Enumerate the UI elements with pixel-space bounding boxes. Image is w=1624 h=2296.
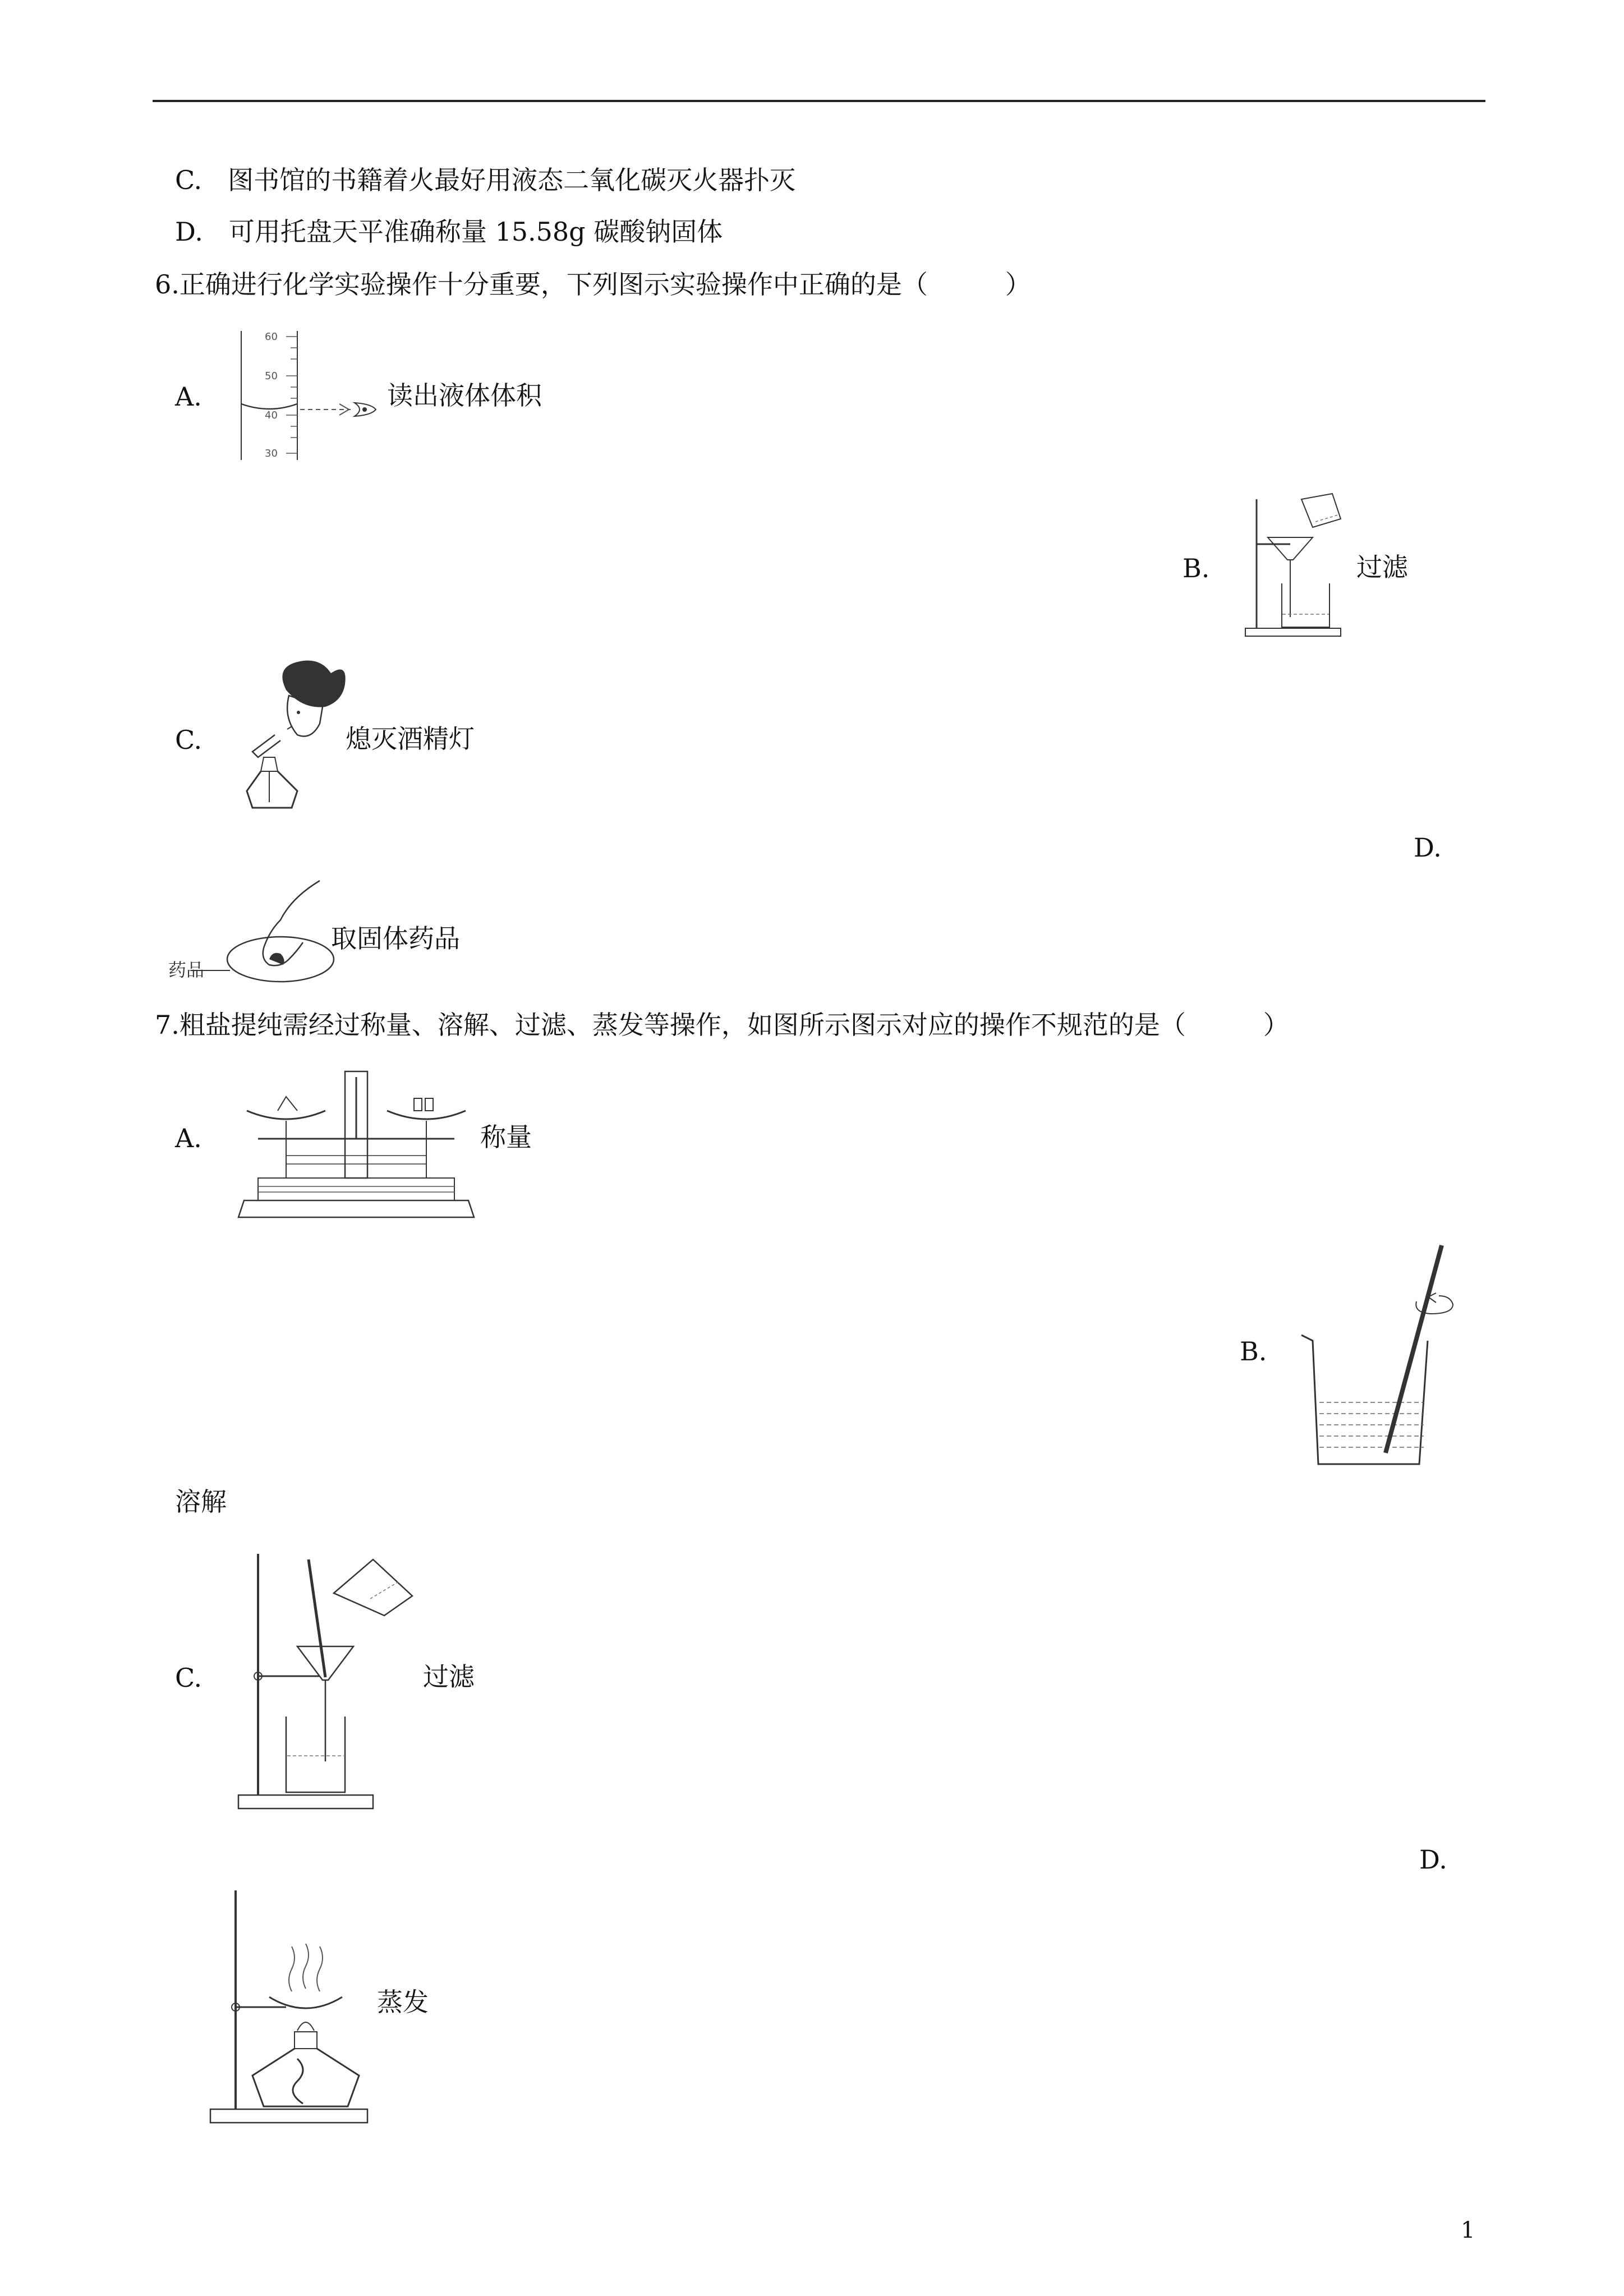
q6-d-label: 取固体药品: [331, 923, 460, 954]
q6-c-letter: C.: [175, 725, 203, 755]
filtration-apparatus-figure: [236, 1548, 421, 1818]
q5-option-d: D. 可用托盘天平准确称量 15.58g 碳酸钠固体: [175, 217, 723, 247]
q5-option-c: C. 图书馆的书籍着火最好用液态二氧化碳灭火器扑灭: [175, 165, 796, 195]
q7-d-label: 蒸发: [377, 1987, 429, 2017]
filtration-apparatus-small: [1234, 488, 1369, 645]
q6-stem: 6.正确进行化学实验操作十分重要，下列图示实验操作中正确的是（ ）: [155, 269, 1031, 300]
q7-b-label: 溶解: [175, 1487, 227, 1517]
q6-c-label: 熄灭酒精灯: [346, 724, 475, 754]
tick-label-40: 40: [265, 409, 278, 421]
q7-a-label: 称量: [480, 1122, 532, 1152]
graduated-cylinder-figure: [224, 325, 393, 466]
tick-label-30: 30: [265, 448, 278, 459]
q6-d-letter: D.: [1414, 832, 1442, 863]
q6-a-letter: A.: [175, 381, 202, 412]
header-rule: [153, 100, 1485, 102]
beaker-stirring-figure: [1301, 1240, 1481, 1470]
evaporation-apparatus-figure: [208, 1885, 381, 2126]
girl-blowing-lamp-figure: [236, 656, 359, 819]
q7-b-letter: B.: [1240, 1336, 1267, 1366]
q6-b-label: 过滤: [1356, 552, 1408, 582]
q7-c-letter: C.: [175, 1663, 203, 1693]
page-number: 1: [1461, 2217, 1475, 2243]
medicine-text: 药品: [168, 959, 205, 981]
q7-c-label: 过滤: [423, 1662, 475, 1692]
balance-figure: [236, 1066, 477, 1228]
tick-label-50: 50: [265, 370, 278, 382]
q7-stem: 7.粗盐提纯需经过称量、溶解、过滤、蒸发等操作，如图所示图示对应的操作不规范的是（ ）: [155, 1010, 1289, 1040]
tick-label-60: 60: [265, 331, 278, 343]
q7-a-letter: A.: [175, 1123, 202, 1153]
q6-b-letter: B.: [1183, 553, 1210, 583]
hand-taking-medicine-figure: [168, 875, 337, 993]
q6-a-label: 读出液体体积: [387, 380, 542, 411]
q7-d-letter: D.: [1419, 1844, 1447, 1875]
